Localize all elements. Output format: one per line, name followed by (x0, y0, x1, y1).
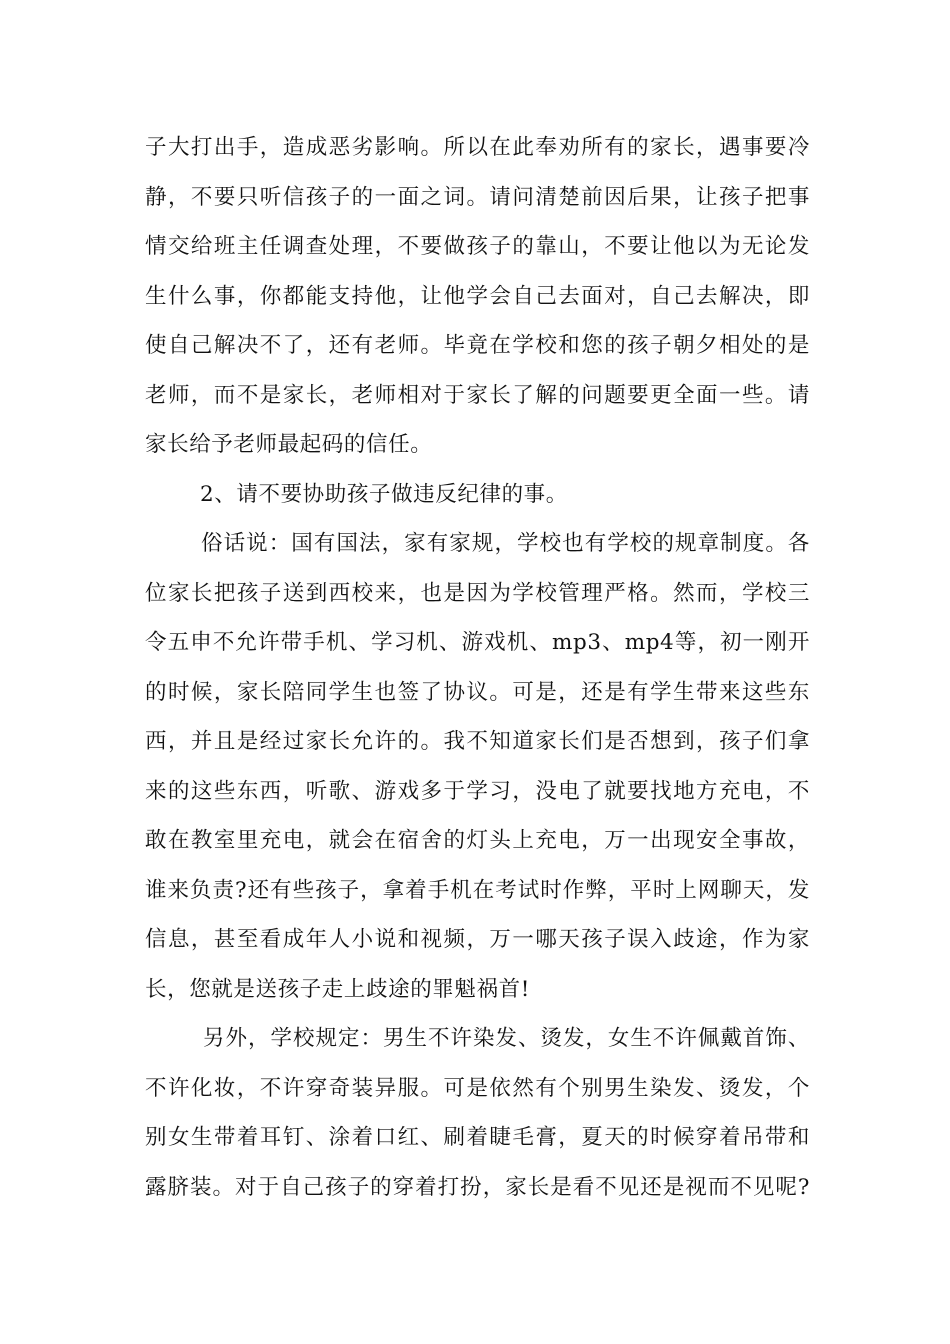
paragraph-line: 西，并且是经过家长允许的。我不知道家长们是否想到，孩子们拿 (145, 729, 810, 754)
paragraph-line-first: 另外，学校规定：男生不许染发、烫发，女生不许佩戴首饰、 (203, 1026, 810, 1051)
paragraph-line-last: 家长给予老师最起码的信任。 (145, 432, 433, 457)
paragraph-line: 静，不要只听信孩子的一面之词。请问清楚前因后果，让孩子把事 (145, 184, 810, 210)
paragraph-line: 不许化妆，不许穿奇装异服。可是依然有个别男生染发、烫发，个 (145, 1075, 810, 1101)
document-body (145, 123, 810, 1212)
paragraph-line: 使自己解决不了，还有老师。毕竟在学校和您的孩子朝夕相处的是 (145, 333, 810, 358)
paragraph-line: 生什么事，你都能支持他，让他学会自己去面对，自己去解决，即 (145, 283, 810, 309)
paragraph-line: 谁来负责?还有些孩子，拿着手机在考试时作弊，平时上网聊天，发 (145, 877, 810, 903)
paragraph-line: 信息，甚至看成年人小说和视频，万一哪天孩子误入歧途，作为家 (145, 927, 810, 952)
paragraph-line: 情交给班主任调查处理，不要做孩子的靠山，不要让他以为无论发 (145, 234, 810, 259)
paragraph-line: 老师，而不是家长，老师相对于家长了解的问题要更全面一些。请 (145, 382, 810, 408)
paragraph-line: 令五申不允许带手机、学习机、游戏机、mp3、mp4等，初一刚开 (145, 630, 810, 655)
paragraph-line-first: 俗话说：国有国法，家有家规，学校也有学校的规章制度。各 (201, 531, 810, 556)
paragraph-line: 位家长把孩子送到西校来，也是因为学校管理严格。然而，学校三 (145, 580, 810, 606)
paragraph-line: 的时候，家长陪同学生也签了协议。可是，还是有学生带来这些东 (145, 679, 810, 705)
paragraph-line: 露脐装。对于自己孩子的穿着打扮，家长是看不见还是视而不见呢? (145, 1174, 810, 1200)
paragraph-line: 来的这些东西，听歌、游戏多于学习，没电了就要找地方充电，不 (145, 778, 810, 804)
section-heading: 2、请不要协助孩子做违反纪律的事。 (200, 481, 568, 507)
paragraph-line-last: 长，您就是送孩子走上歧途的罪魁祸首! (145, 976, 530, 1002)
paragraph-line: 别女生带着耳钉、涂着口红、刷着睫毛膏，夏天的时候穿着吊带和 (145, 1125, 810, 1150)
paragraph-line: 子大打出手，造成恶劣影响。所以在此奉劝所有的家长，遇事要冷 (145, 135, 810, 160)
paragraph-line: 敢在教室里充电，就会在宿舍的灯头上充电，万一出现安全事故， (145, 828, 810, 853)
